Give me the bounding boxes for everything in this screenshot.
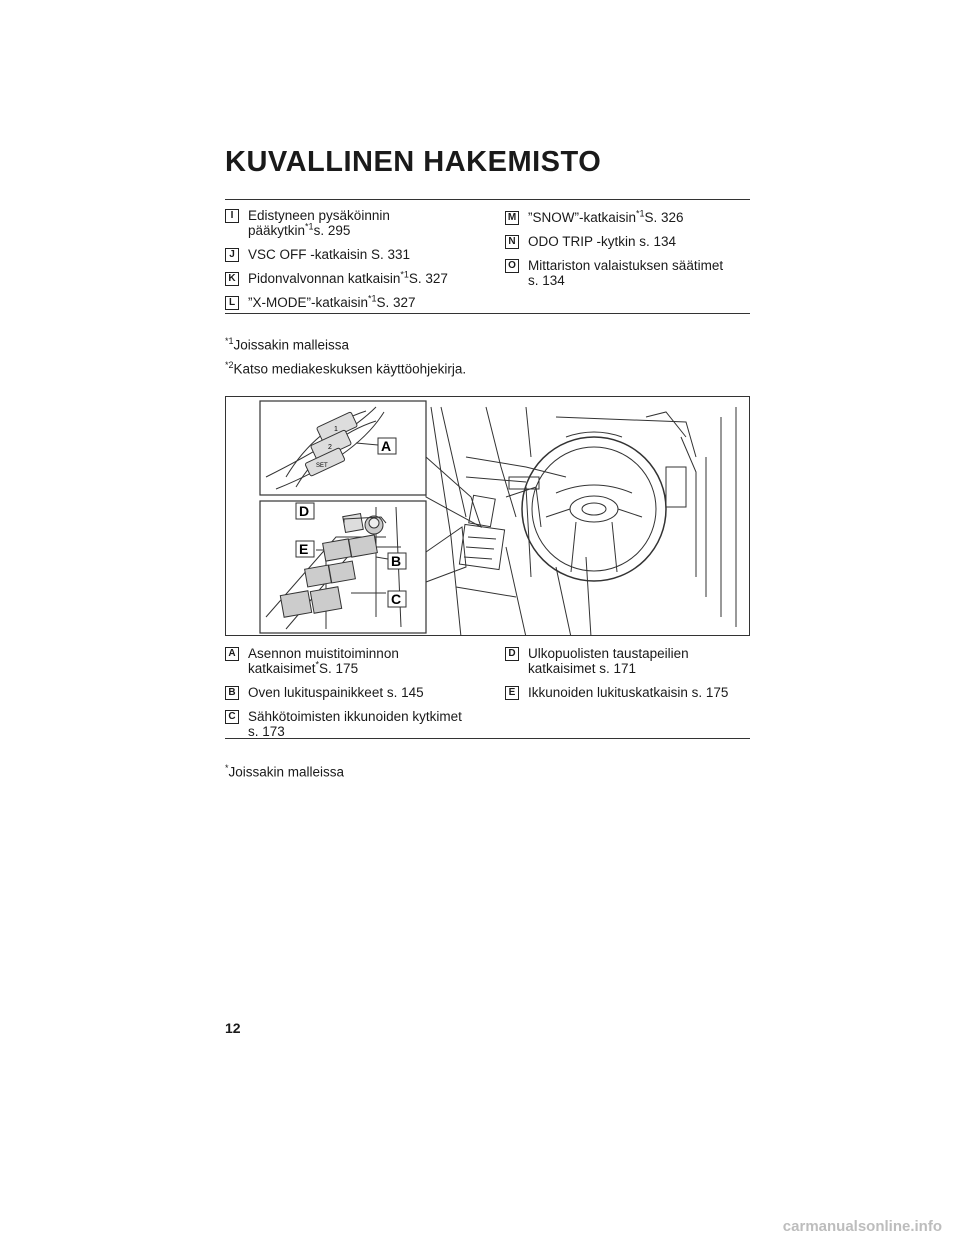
footnote-mark: *1: [305, 221, 314, 232]
list-item-d: [505, 646, 755, 676]
item-text: ”X-MODE”-katkaisin: [248, 295, 369, 310]
item-text: ”SNOW”-katkaisin: [528, 210, 637, 225]
item-text: Ikkunoiden lukituskatkaisin s. 175: [528, 685, 729, 700]
key-box: M: [505, 211, 519, 225]
footnote-text: Katso mediakeskuksen käyttöohjekirja.: [233, 361, 467, 377]
mem-button-2-label: 2: [328, 444, 332, 451]
footnote-1: [225, 336, 349, 353]
title-rule: [225, 199, 750, 200]
list-item-c: [225, 709, 475, 739]
item-text: katkaisimet s. 171: [528, 661, 637, 676]
footnote-mark: *2: [225, 360, 234, 370]
list-item-a: [225, 646, 475, 676]
item-text: Sähkötoimisten ikkunoiden kytkimet: [248, 709, 462, 724]
page-ref: S. 327: [376, 295, 416, 310]
key-box: D: [505, 647, 519, 661]
footnote-mark: *: [315, 659, 320, 670]
list-item-m: [505, 210, 755, 225]
item-text: Mittariston valaistuksen säätimet: [528, 258, 724, 273]
top-list-left: [225, 208, 475, 319]
list-item-e: [505, 685, 755, 700]
list-item-n: [505, 234, 755, 249]
footnote-mark: *1: [368, 293, 377, 304]
dashboard-illustration: [225, 396, 750, 636]
item-text: s. 173: [248, 724, 285, 739]
callout-d: D: [299, 503, 310, 519]
bottom-list-left: [225, 646, 475, 748]
watermark: carmanualsonline.info: [782, 1218, 942, 1235]
list-item-j: [225, 247, 475, 262]
key-box: I: [225, 209, 239, 223]
callout-a: A: [381, 438, 392, 454]
item-text: katkaisimet: [248, 661, 316, 676]
key-box: B: [225, 686, 239, 700]
key-box: J: [225, 248, 239, 262]
page-ref: S. 326: [644, 210, 684, 225]
key-box: A: [225, 647, 239, 661]
item-text: pääkytkin: [248, 223, 306, 238]
page-ref: s. 295: [313, 223, 351, 238]
footnote-bottom: [225, 763, 344, 780]
bottom-list-right: [505, 646, 755, 709]
list-item-o: [505, 258, 755, 288]
list-item-b: [225, 685, 475, 700]
key-box: N: [505, 235, 519, 249]
item-text: Ulkopuolisten taustapeilien: [528, 646, 689, 661]
item-text: s. 134: [528, 273, 565, 288]
item-text: Oven lukituspainikkeet s. 145: [248, 685, 424, 700]
mem-button-1-label: 1: [334, 426, 338, 433]
page-ref: S. 327: [408, 271, 448, 286]
page-title: KUVALLINEN HAKEMISTO: [225, 146, 602, 178]
page-ref: S. 175: [319, 661, 359, 676]
illustration-svg: [226, 397, 750, 636]
key-box: L: [225, 296, 239, 310]
footnote-text: Joissakin malleissa: [228, 764, 345, 780]
footnote-mark: *1: [636, 208, 645, 219]
callout-c: C: [391, 591, 402, 607]
item-text: Edistyneen pysäköinnin: [248, 208, 390, 223]
footnote-2: [225, 360, 466, 377]
footnote-mark: *1: [400, 269, 409, 280]
key-box: K: [225, 272, 239, 286]
footnote-text: Joissakin malleissa: [233, 337, 350, 353]
section-rule-bottom: [225, 738, 750, 739]
page-number: 12: [225, 1020, 241, 1036]
item-text: Pidonvalvonnan katkaisin: [248, 271, 401, 286]
item-text: VSC OFF -katkaisin S. 331: [248, 247, 411, 262]
section-rule: [225, 313, 750, 314]
callout-b: B: [391, 553, 402, 569]
item-text: ODO TRIP -kytkin s. 134: [528, 234, 677, 249]
key-box: E: [505, 686, 519, 700]
footnote-mark: *1: [225, 336, 234, 346]
callout-e: E: [299, 541, 309, 557]
set-button-label: SET: [316, 463, 328, 469]
list-item-i: [225, 208, 475, 238]
top-list-right: [505, 210, 755, 297]
list-item-l: [225, 295, 475, 310]
key-box: C: [225, 710, 239, 724]
item-text: Asennon muistitoiminnon: [248, 646, 399, 661]
footnote-mark: *: [225, 763, 229, 773]
key-box: O: [505, 259, 519, 273]
list-item-k: [225, 271, 475, 286]
